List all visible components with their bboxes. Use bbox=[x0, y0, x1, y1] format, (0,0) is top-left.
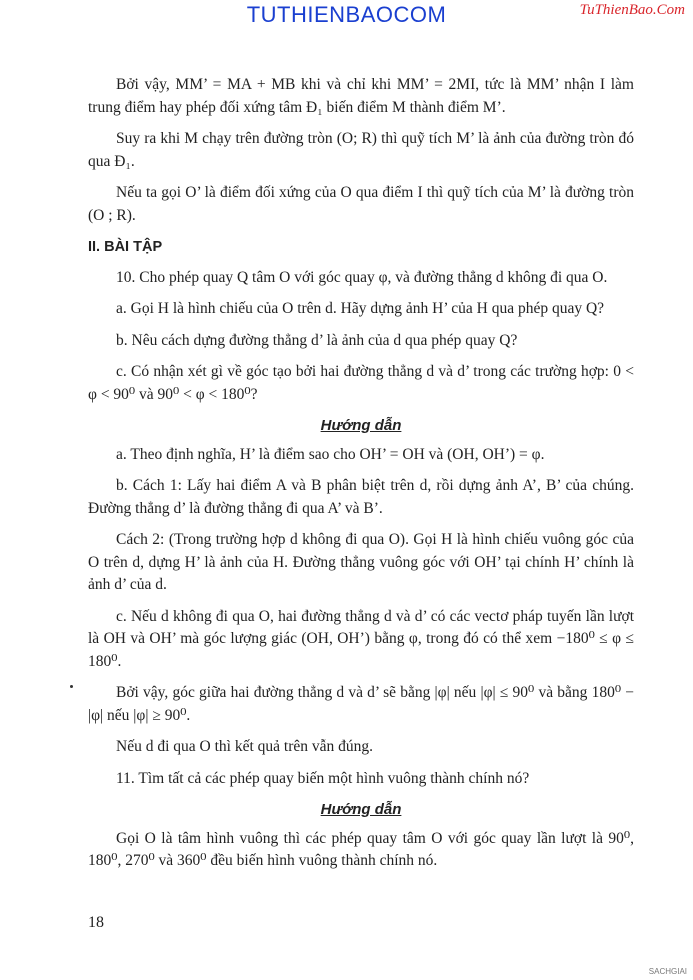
stray-dot bbox=[70, 685, 73, 688]
exercise-11-guide: Gọi O là tâm hình vuông thì các phép quay tâm O với góc quay lần lượt là 90⁰, 180⁰, 270⁰ và 360⁰ đều biến hình vuông thành chính nó. bbox=[88, 829, 634, 869]
guide-b1: b. Cách 1: Lấy hai điểm A và B phân biệt trên d, rồi dựng ảnh A’, B’ của chúng. Đường thẳng d’ là đường thẳng đi qua A’ và B’. bbox=[88, 477, 634, 517]
guide-b2: Cách 2: (Trong trường hợp d không đi qua O). Gọi H là hình chiếu vuông góc của O trên d, dựng H’ là ảnh của H. Đường thẳng vuông góc với OH’ tại chính H’ chính là ảnh d’ của d. bbox=[88, 531, 634, 593]
paragraph: Bởi vậy, MM’ = MA + MB khi và chỉ khi MM’ = 2MI, tức là MM’ nhận I làm trung điểm hay phép đối xứng tâm Đ₁ biến điểm M thành điểm M’. bbox=[88, 76, 634, 116]
paragraph: Nếu ta gọi O’ là điểm đối xứng của O qua điểm I thì quỹ tích của M’ là đường tròn (O ; R). bbox=[88, 184, 634, 224]
guide-c1: c. Nếu d không đi qua O, hai đường thẳng d và d’ có các vectơ pháp tuyến lần lượt là OH và OH’ mà góc lượng giác (OH, OH’) bằng φ, trong đó có thể xem −180⁰ ≤ φ ≤ 180⁰. bbox=[88, 607, 634, 670]
guide-a: a. Theo định nghĩa, H’ là điểm sao cho OH’ = OH và (OH, OH’) = φ. bbox=[116, 445, 545, 463]
watermark-title: TUTHIENBAOCOM bbox=[246, 2, 447, 27]
site-logo: TuThienBao.Com bbox=[579, 2, 685, 18]
page-number: 18 bbox=[88, 914, 104, 931]
exercise-10-part-b: b. Nêu cách dựng đường thẳng d’ là ảnh của d qua phép quay Q? bbox=[116, 331, 518, 349]
page-content bbox=[88, 74, 634, 882]
guide-heading-text: Hướng dẫn bbox=[320, 801, 402, 818]
exercise-11-question: 11. Tìm tất cả các phép quay biến một hình vuông thành chính nó? bbox=[116, 769, 530, 787]
guide-heading-text: Hướng dẫn bbox=[320, 417, 402, 434]
footer-logo: SACHGIAI bbox=[648, 967, 687, 976]
section-heading: II. BÀI TẬP bbox=[88, 239, 163, 255]
guide-heading bbox=[88, 415, 634, 438]
guide-heading bbox=[88, 799, 634, 822]
guide-c3: Nếu d đi qua O thì kết quả trên vẫn đúng. bbox=[116, 738, 373, 755]
guide-c2: Bởi vậy, góc giữa hai đường thẳng d và d’ sẽ bằng |φ| nếu |φ| ≤ 90⁰ và bằng 180⁰ − |φ| nếu |φ| ≥ 90⁰. bbox=[88, 684, 634, 724]
paragraph: Suy ra khi M chạy trên đường tròn (O; R) thì quỹ tích M’ là ảnh của đường tròn đó qua Đ₁. bbox=[88, 130, 634, 170]
exercise-10-question: 10. Cho phép quay Q tâm O với góc quay φ, và đường thẳng d không đi qua O. bbox=[116, 268, 608, 286]
exercise-10-part-a: a. Gọi H là hình chiếu của O trên d. Hãy dựng ảnh H’ của H qua phép quay Q? bbox=[116, 300, 605, 317]
exercise-10-part-c: c. Có nhận xét gì về góc tạo bởi hai đường thẳng d và d’ trong các trường hợp: 0 < φ < 90⁰ và 90⁰ < φ < 180⁰? bbox=[88, 363, 634, 403]
